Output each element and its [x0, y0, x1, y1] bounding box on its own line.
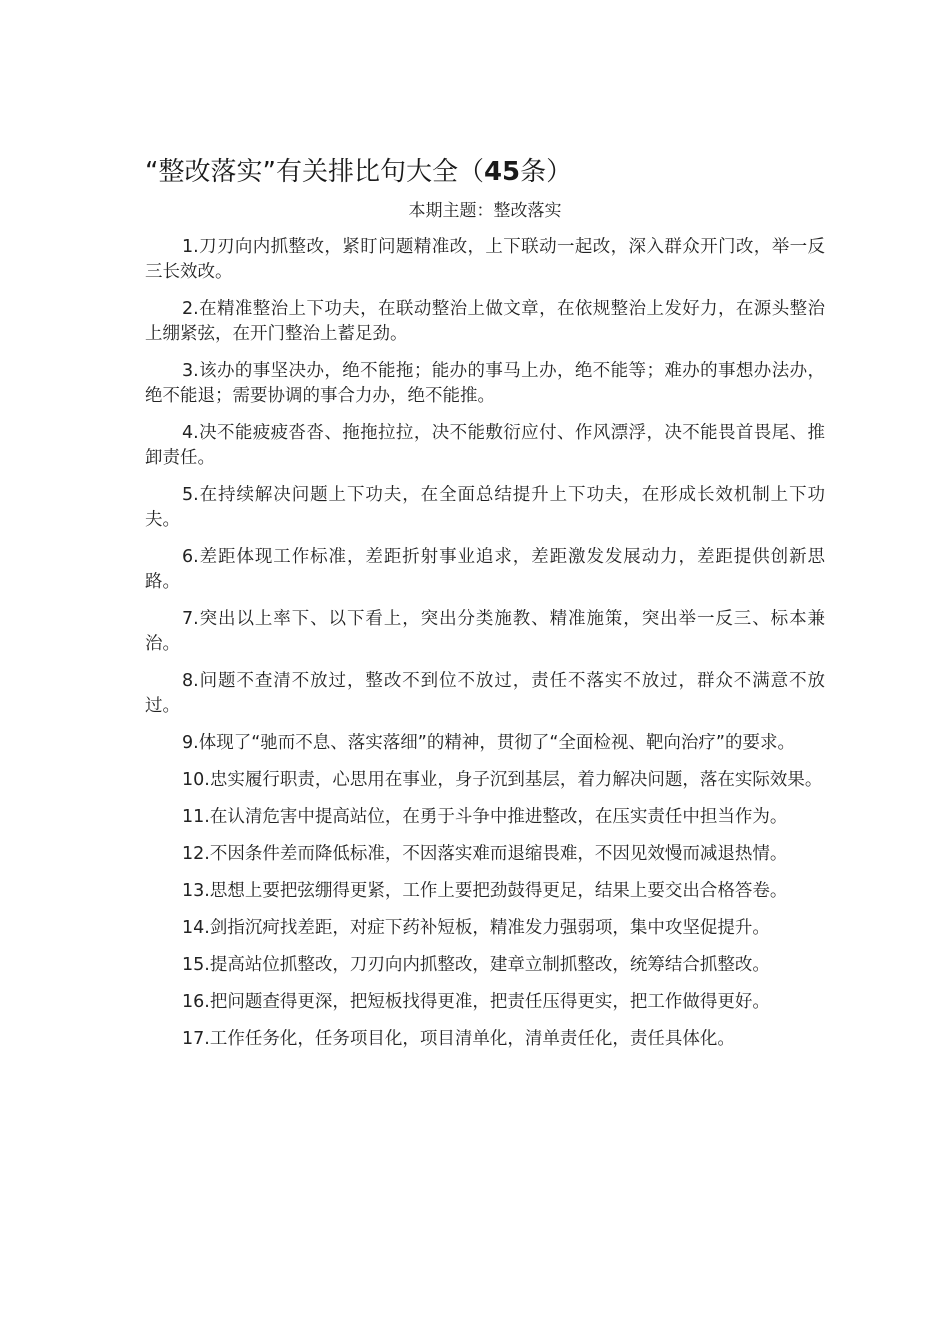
title-prefix: “整改落实”有关排比句大全（	[145, 157, 484, 187]
list-item: 8.问题不查清不放过，整改不到位不放过，责任不落实不放过，群众不满意不放过。	[145, 671, 825, 716]
list-item: 17.工作任务化，任务项目化，项目清单化，清单责任化，责任具体化。	[182, 1029, 735, 1049]
list-item: 16.把问题查得更深，把短板找得更准，把责任压得更实，把工作做得更好。	[182, 992, 770, 1012]
list-item: 4.决不能疲疲沓沓、拖拖拉拉，决不能敷衍应付、作风漂浮，决不能畏首畏尾、推卸责任。	[145, 423, 825, 468]
list-item: 12.不因条件差而降低标准，不因落实难而退缩畏难，不因见效慢而减退热情。	[182, 844, 788, 864]
list-item: 14.剑指沉疴找差距，对症下药补短板，精准发力强弱项，集中攻坚促提升。	[182, 918, 770, 938]
list-item: 5.在持续解决问题上下功夫，在全面总结提升上下功夫，在形成长效机制上下功夫。	[145, 485, 825, 530]
list-item: 11.在认清危害中提高站位，在勇于斗争中推进整改，在压实责任中担当作为。	[182, 807, 788, 827]
list-item: 6.差距体现工作标准，差距折射事业追求，差距激发发展动力，差距提供创新思路。	[145, 547, 825, 592]
list-item: 3.该办的事坚决办，绝不能拖；能办的事马上办，绝不能等；难办的事想办法办，绝不能退；需要协调的事合力办，绝不能推。	[145, 361, 825, 406]
document-title	[145, 152, 825, 192]
list-item: 13.思想上要把弦绷得更紧，工作上要把劲鼓得更足，结果上要交出合格答卷。	[182, 881, 788, 901]
list-item: 1.刀刃向内抓整改，紧盯问题精准改，上下联动一起改，深入群众开门改，举一反三长效改。	[145, 237, 825, 282]
list-item: 10.忠实履行职责，心思用在事业，身子沉到基层，着力解决问题，落在实际效果。	[182, 770, 823, 790]
document-subtitle: 本期主题：整改落实	[408, 201, 562, 221]
list-item: 9.体现了“驰而不息、落实落细”的精神，贯彻了“全面检视、靶向治疗”的要求。	[182, 733, 795, 753]
title-count: 45	[483, 157, 521, 187]
sentence-list	[145, 235, 825, 1052]
list-item: 2.在精准整治上下功夫，在联动整治上做文章，在依规整治上发好力，在源头整治上绷紧弦，在开门整治上蓄足劲。	[145, 299, 825, 344]
list-item: 7.突出以上率下、以下看上，突出分类施教、精准施策，突出举一反三、标本兼治。	[145, 609, 825, 654]
list-item: 15.提高站位抓整改，刀刃向内抓整改，建章立制抓整改，统筹结合抓整改。	[182, 955, 770, 975]
title-suffix: 条）	[520, 157, 573, 187]
document-page	[145, 152, 825, 1064]
